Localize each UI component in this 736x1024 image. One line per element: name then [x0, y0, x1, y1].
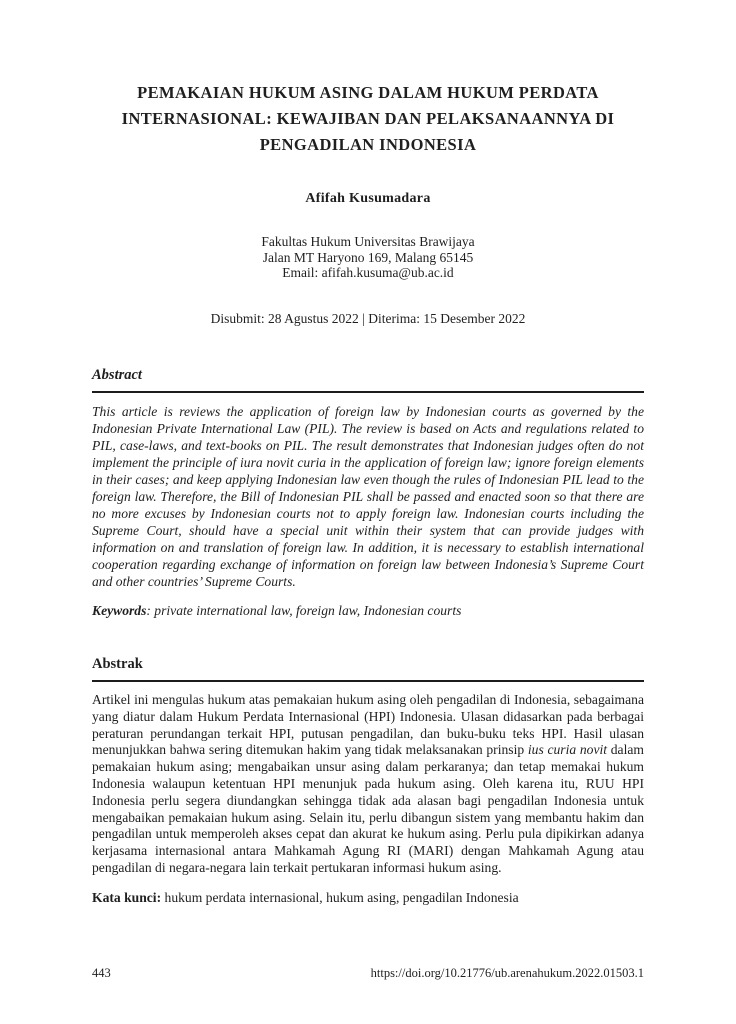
affiliation-block	[92, 234, 644, 281]
author-name: Afifah Kusumadara	[305, 191, 431, 206]
abstrak-heading: Abstrak	[92, 656, 143, 673]
abstrak-body-italic-term: ius curia novit	[527, 742, 608, 758]
submission-info: Disubmit: 28 Agustus 2022 | Diterima: 15 Desember 2022	[210, 310, 526, 326]
abstrak-body	[92, 692, 644, 877]
keywords-label: Keywords	[92, 603, 147, 619]
kata-kunci-line	[92, 890, 644, 906]
email-link[interactable]: afifah.kusuma@ub.ac.id	[321, 265, 454, 280]
page-title: PEMAKAIAN HUKUM ASING DALAM HUKUM PERDATA INTERNASIONAL: KEWAJIBAN DAN PELAKSANAANNYA DI PENGADILAN INDONESIA	[121, 83, 615, 154]
affiliation-address: Jalan MT Haryono 169, Malang 65145	[262, 249, 474, 265]
affiliation-email-line	[92, 265, 644, 281]
abstrak-divider	[92, 680, 644, 682]
abstract-en-divider	[92, 391, 644, 393]
abstract-en-section	[92, 367, 644, 620]
kata-kunci-label: Kata kunci:	[92, 890, 162, 906]
keywords-text: : private international law, foreign law, Indonesian courts	[146, 603, 462, 619]
abstract-en-body: This article is reviews the application of foreign law by Indonesian courts as governed by the Indonesian Private International Law (PIL). The review is based on Acts and regulations related to PIL, case-laws, and text-books on PIL. The result demonstrates that Indonesian judges often do not implement the principle of iura novit curia in the application of foreign law; ignore foreign elements in their cases; and keep applying Indonesian law even though the rules of Indonesian PIL lead to the foreign law. Therefore, the Bill of Indonesian PIL shall be passed and enacted soon so that there are no more excuses by Indonesian courts not to apply foreign law. Indonesian courts including the Supreme Court, should have a special unit within their system that can provide judges with information on and translation of foreign law. In addition, it is necessary to establish international cooperation regarding exchange of information on foreign law between Indonesia’s Supreme Court and other countries’ Supreme Courts.	[92, 403, 644, 589]
abstrak-body-part1: Artikel ini mengulas hukum atas pemakaian hukum asing oleh pengadilan di Indonesia, sebagaimana yang diatur dalam Hukum Perdata Internasional (HPI) Indonesia. Ulasan didasarkan pada berbagai peraturan perundangan terkait HPI, putusan pengadilan, dan buku-buku teks HPI. Hasil ulasan menunjukkan bahwa sering ditemukan hakim yang tidak melaksanakan prinsip	[92, 692, 644, 758]
abstract-en-heading: Abstract	[92, 366, 142, 383]
email-label: Email:	[282, 265, 322, 280]
keywords-line	[92, 603, 644, 619]
abstract-id-section	[92, 656, 644, 906]
abstrak-body-part2: dalam pemakaian hukum asing; mengabaikan unsur asing dalam perkaranya; dan tetap memakai hukum Indonesia walaupun ketentuan HPI menunjuk pada hukum asing. Oleh karena itu, RUU HPI Indonesia perlu segera diundangkan sehingga tidak ada alasan bagi pengadilan Indonesia untuk mengabaikan pemakaian hukum asing. Selain itu, perlu dibangun sistem yang membantu hakim dan pengadilan untuk memperoleh akses cepat dan akurat ke hukum asing. Perlu pula dipikirkan adanya kerjasama internasional antara Mahkamah Agung RI (MARI) dengan Mahkamah Agung atau pengadilan di negara-negara lain terkait pertukaran informasi hukum asing.	[92, 742, 644, 876]
affiliation-institution: Fakultas Hukum Universitas Brawijaya	[261, 234, 475, 249]
page-footer	[92, 966, 644, 981]
footer-doi-link[interactable]: https://doi.org/10.21776/ub.arenahukum.2022.01503.1	[370, 966, 644, 980]
footer-page-number: 443	[92, 966, 111, 980]
kata-kunci-text: hukum perdata internasional, hukum asing, pengadilan Indonesia	[161, 890, 519, 906]
